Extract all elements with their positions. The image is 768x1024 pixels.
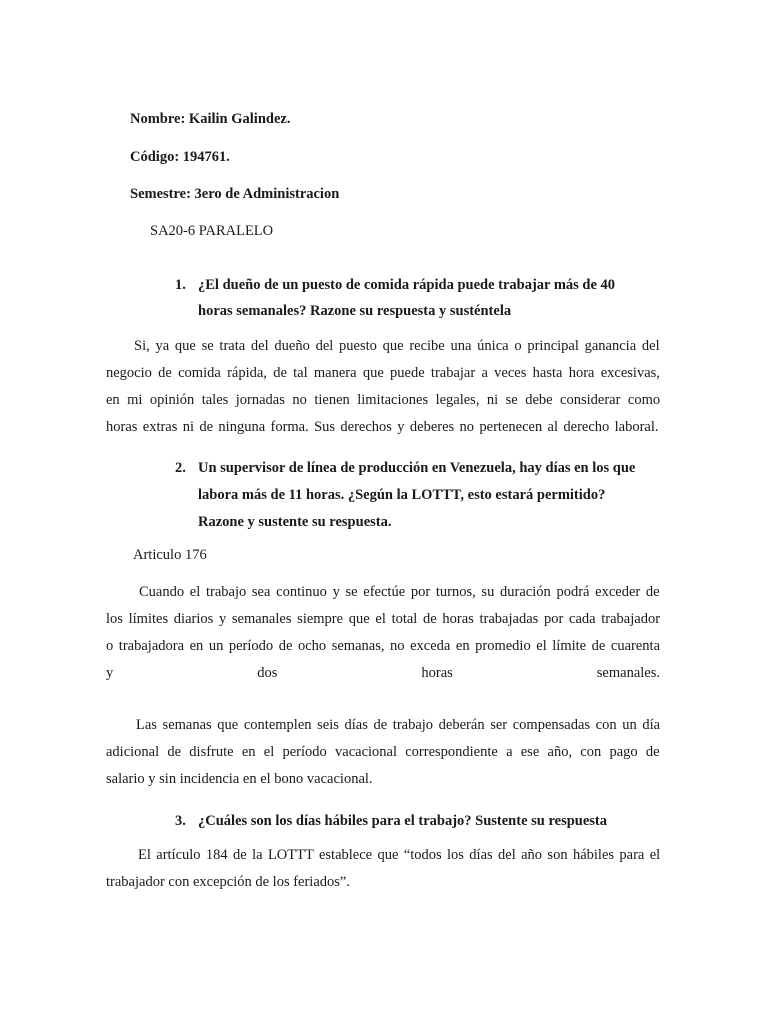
question-line: Un supervisor de línea de producción en Venezuela, hay días en los que: [198, 460, 636, 476]
question-line: horas semanales? Razone su respuesta y susténtela: [198, 303, 512, 319]
answer-justified-line: [106, 665, 660, 682]
word: semanales.: [596, 665, 660, 681]
answer-line: Cuando el trabajo sea continuo y se efectúe por turnos, su duración podrá exceder de: [139, 584, 660, 600]
question-line: ¿El dueño de un puesto de comida rápida puede trabajar más de 40: [198, 277, 616, 293]
word: horas: [421, 665, 453, 681]
question-line: Razone y sustente su respuesta.: [198, 514, 392, 530]
section-code: SA20-6 PARALELO: [150, 223, 274, 239]
answer-line: El artículo 184 de la LOTTT establece que “todos los días del año son hábiles para el: [138, 847, 661, 863]
answer-line: horas extras ni de ninguna forma. Sus derechos y deberes no pertenecen al derecho laboral.: [106, 419, 659, 435]
answer-line: los límites diarios y semanales siempre que el total de horas trabajadas por cada trabajador: [106, 611, 661, 627]
answer-line: negocio de comida rápida, de tal manera que puede trabajar a veces hasta hora excesivas,: [106, 365, 660, 381]
answer-line: trabajador con excepción de los feriados”.: [106, 874, 350, 890]
answer-line: Si, ya que se trata del dueño del puesto que recibe una única o principal ganancia del: [134, 338, 660, 354]
word: y: [106, 665, 114, 681]
article-title: Articulo 176: [133, 547, 207, 563]
student-name: Nombre: Kailin Galindez.: [130, 111, 291, 127]
question-line: ¿Cuáles son los días hábiles para el trabajo? Sustente su respuesta: [198, 813, 608, 829]
question-number: 2.: [175, 460, 186, 476]
answer-line: adicional de disfrute en el período vacacional correspondiente a ese año, con pago de: [106, 744, 660, 760]
question-number: 3.: [175, 813, 186, 829]
answer-line: salario y sin incidencia en el bono vacacional.: [106, 771, 373, 787]
student-code: Código: 194761.: [130, 149, 230, 165]
student-semester: Semestre: 3ero de Administracion: [130, 186, 340, 202]
answer-line: en mi opinión tales jornadas no tienen limitaciones legales, ni se debe considerar como: [106, 392, 661, 408]
answer-line: Las semanas que contemplen seis días de trabajo deberán ser compensadas con un día: [136, 717, 661, 733]
answer-line: o trabajadora en un período de ocho semanas, no exceda en promedio el límite de cuarenta: [106, 638, 661, 654]
question-number: 1.: [175, 277, 186, 293]
word: dos: [257, 665, 278, 681]
question-line: labora más de 11 horas. ¿Según la LOTTT, esto estará permitido?: [198, 487, 606, 503]
